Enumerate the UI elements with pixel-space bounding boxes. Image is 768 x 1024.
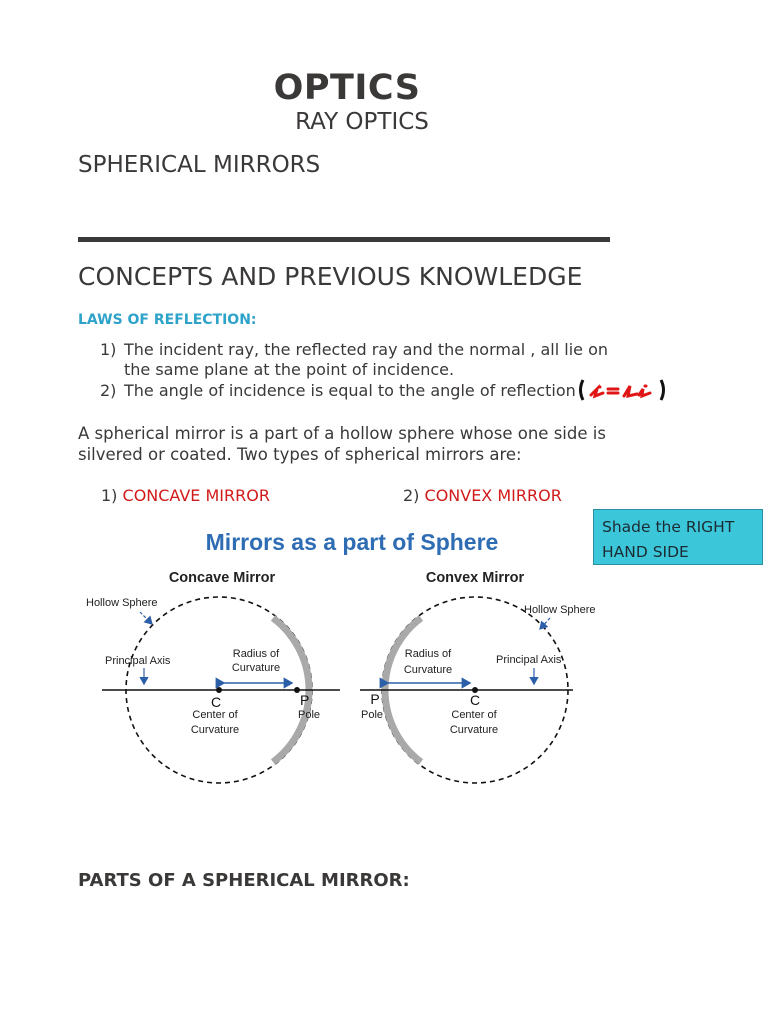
page-title: OPTICS <box>273 68 421 108</box>
concave-label: CONCAVE MIRROR <box>122 486 270 505</box>
convex-radius-label: Radius of <box>404 648 452 660</box>
convex-radius-label: Curvature <box>403 664 453 676</box>
convex-principal-axis-label: Principal Axis <box>496 654 562 666</box>
figure-title: Mirrors as a part of Sphere <box>205 529 499 555</box>
callout-line: Shade the RIGHT <box>602 518 735 536</box>
section-title: SPHERICAL MIRRORS <box>78 152 321 178</box>
divider-rule <box>78 237 610 242</box>
concave-radius-label: Radius of <box>232 648 280 660</box>
mirrors-figure <box>78 518 608 808</box>
convex-hollow-sphere-label: Hollow Sphere <box>524 604 596 616</box>
shade-callout <box>593 509 763 565</box>
law-item <box>100 381 600 401</box>
hollow-arrow <box>140 612 152 624</box>
concave-pole-label: Pole <box>298 709 321 721</box>
convex-center-label: Center of <box>451 709 497 721</box>
law-text-cont: the same plane at the point of incidence. <box>124 360 455 379</box>
concave-principal-axis-label: Principal Axis <box>105 655 171 667</box>
law-item <box>100 340 640 380</box>
page-subtitle: RAY OPTICS <box>295 109 429 135</box>
parts-heading: PARTS OF A SPHERICAL MIRROR: <box>78 870 410 891</box>
law-number: 1) <box>100 340 117 359</box>
concave-center-point <box>216 687 222 693</box>
convex-label: CONVEX MIRROR <box>424 486 562 505</box>
law-text: The angle of incidence is equal to the angle of reflection <box>124 381 576 400</box>
concave-diagram <box>86 570 340 783</box>
convex-center-label: Curvature <box>449 724 499 736</box>
concave-radius-label: Curvature <box>231 662 281 674</box>
concave-c-label: C <box>210 694 222 710</box>
convex-p-label: P <box>370 691 380 707</box>
mirror-type-number: 1) <box>101 486 118 505</box>
convex-c-label: C <box>469 692 481 708</box>
concave-center-label: Curvature <box>190 724 240 736</box>
mirror-type-item <box>403 486 562 505</box>
convex-title: Convex Mirror <box>425 570 525 586</box>
handwritten-note <box>577 377 667 403</box>
concave-hollow-sphere-label: Hollow Sphere <box>86 597 158 609</box>
convex-diagram <box>360 570 596 783</box>
laws-heading: LAWS OF REFLECTION: <box>78 312 257 328</box>
concave-center-label: Center of <box>192 709 238 721</box>
convex-pole-label: Pole <box>360 709 384 721</box>
concave-p-label: P <box>300 692 310 708</box>
concave-title: Concave Mirror <box>168 570 276 586</box>
hollow-arrow <box>540 618 550 629</box>
concepts-heading: CONCEPTS AND PREVIOUS KNOWLEDGE <box>78 262 583 291</box>
mirror-type-item <box>101 486 270 505</box>
callout-line: HAND SIDE <box>602 543 689 561</box>
law-number: 2) <box>100 381 117 400</box>
law-text: The incident ray, the reflected ray and the normal , all lie on <box>124 340 609 359</box>
mirror-type-number: 2) <box>403 486 420 505</box>
intro-paragraph: A spherical mirror is a part of a hollow sphere whose one side is silvered or coated. Two types of spherical mirrors are: <box>78 424 606 464</box>
